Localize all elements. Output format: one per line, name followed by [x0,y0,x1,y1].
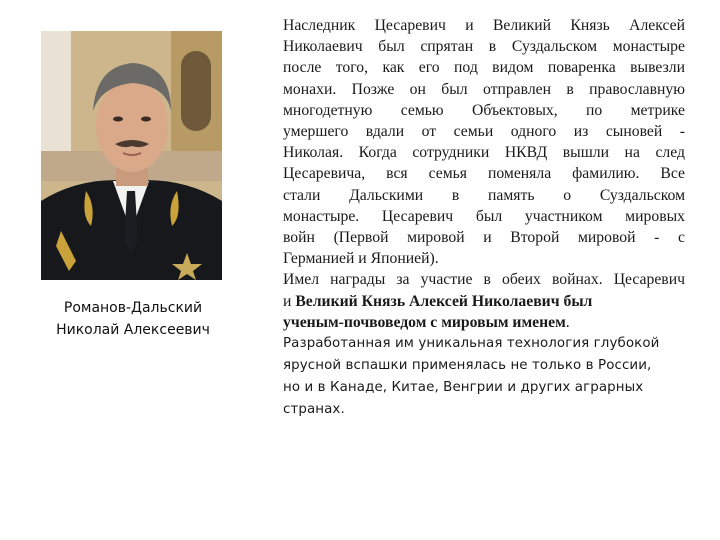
biography-text [283,15,685,421]
caption-given-names: Николай Алексеевич [56,322,210,338]
text-line: Николая. Когда сотрудники НКВД вышли на след [283,144,685,162]
text-emphasis: ученым-почвоведом с мировым именем [283,313,566,331]
text-emphasis: Великий Князь Алексей Николаевич был [295,292,593,310]
portrait-image [41,31,222,280]
text-fragment: . [565,313,570,331]
text-line: ярусной вспашки применялась не только в России, [283,358,652,374]
text-line: но и в Канаде, Китае, Венгрии и других аграрных [283,380,644,396]
text-line: Имел награды за участие в обеих войнах. Цесаревич [283,271,685,289]
portrait-photo [41,31,222,280]
text-line: стали Дальскими в память о Суздальском [283,186,685,204]
text-line: монахи. Позже он был отправлен в православную [283,80,685,98]
text-line: Наследник Цесаревич и Великий Князь Алексей [283,17,685,34]
text-line [283,312,685,333]
text-fragment: и [283,292,296,310]
text-line: Цесаревича, вся семья поменяла фамилию. Все [283,165,685,183]
text-line: Николаевич был спрятан в Суздальском монастыре [283,38,685,56]
caption-surname: Романов-Дальский [63,300,203,316]
text-line: Германией и Японией). [283,250,439,268]
text-line [283,291,685,312]
text-line: странах. [283,402,345,418]
text-line: Разработанная им уникальная технология глубокой [283,336,660,352]
text-line: умершего вдали от семьи одного из сыновей - [283,123,685,141]
text-line: монастыре. Цесаревич был участником мировых [283,207,685,225]
text-line: после того, как его под видом поваренка вывезли [283,59,685,77]
text-line: войн (Первой мировой и Второй мировой - с [283,229,685,247]
portrait-caption [38,297,228,341]
text-line: многодетную семью Объектовых, по метрике [283,101,685,119]
